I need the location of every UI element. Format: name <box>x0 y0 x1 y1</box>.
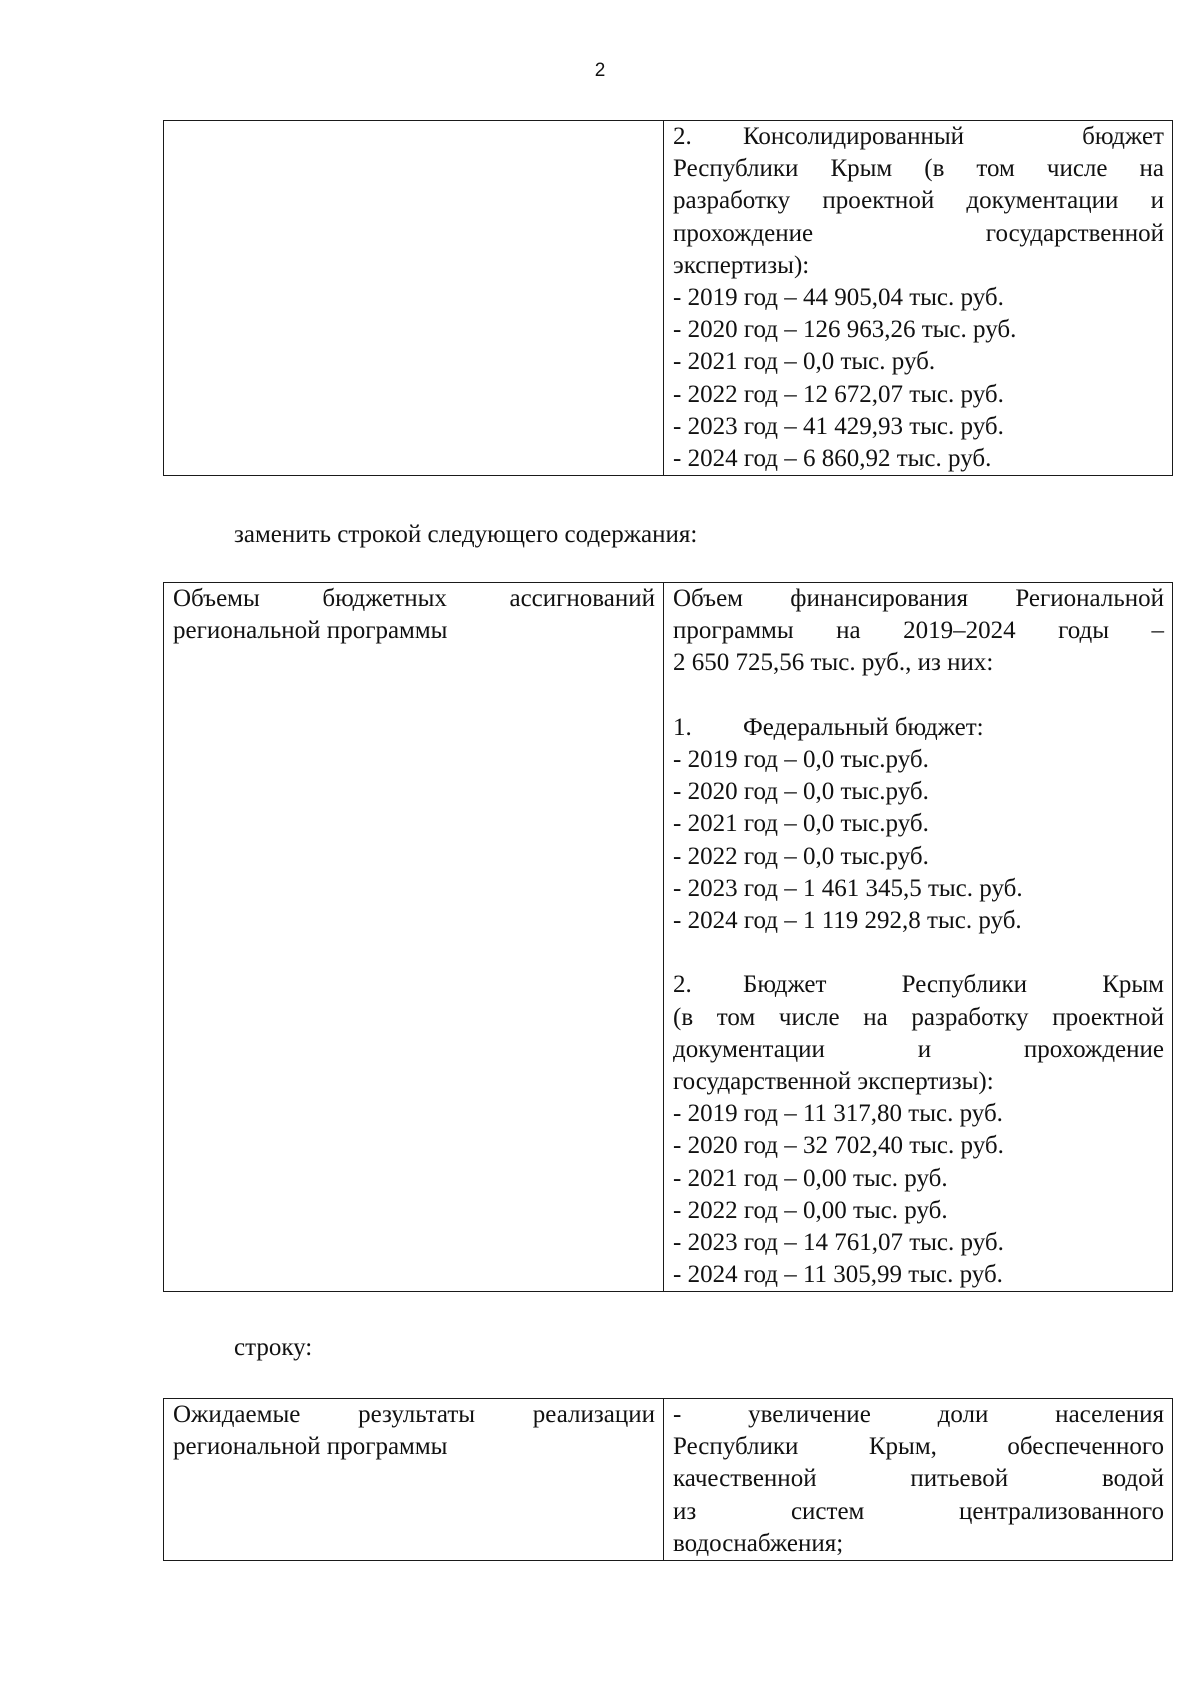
right-cell <box>664 1399 1173 1561</box>
text-line: документации и прохождение <box>673 1035 1164 1063</box>
list-item: - 2019 год – 11 317,80 тыс. руб. <box>673 1100 1003 1128</box>
text-line: Ожидаемые результаты реализации <box>173 1401 655 1428</box>
table-budget-allocations <box>163 582 1173 1292</box>
text-line: 2 650 725,56 тыс. руб., из них: <box>673 649 994 677</box>
section-number: 2. <box>673 971 692 999</box>
table-row <box>164 583 1173 1292</box>
list-item: - 2021 год – 0,0 тыс. руб. <box>673 348 936 376</box>
right-cell <box>664 121 1173 476</box>
table-consolidated-budget <box>163 120 1173 476</box>
list-item: - 2023 год – 41 429,93 тыс. руб. <box>673 412 1004 440</box>
text-line: качественной питьевой водой <box>673 1465 1164 1493</box>
text-line: Республики Крым, обеспеченного <box>673 1433 1164 1461</box>
list-item: - 2021 год – 0,0 тыс.руб. <box>673 810 929 838</box>
text-line: водоснабжения; <box>673 1529 844 1557</box>
section-heading <box>673 712 1164 744</box>
text-line: Республики Крым (в том числе на <box>673 155 1164 183</box>
text-line: программы на 2019–2024 годы – <box>673 617 1164 645</box>
section-number: 1. <box>673 713 692 741</box>
list-item: - 2019 год – 44 905,04 тыс. руб. <box>673 284 1004 312</box>
text-line: прохождение государственной <box>673 219 1164 247</box>
text-line: Объемы бюджетных ассигнований <box>173 585 655 612</box>
list-item: - 2019 год – 0,0 тыс.руб. <box>673 746 929 773</box>
left-cell <box>164 121 664 476</box>
list-item: - 2023 год – 14 761,07 тыс. руб. <box>673 1229 1004 1257</box>
list-item: - 2022 год – 0,0 тыс.руб. <box>673 842 929 870</box>
list-item: - 2024 год – 6 860,92 тыс. руб. <box>673 445 992 473</box>
text-line: региональной программы <box>173 1433 448 1461</box>
list-item: - 2020 год – 0,0 тыс.руб. <box>673 778 929 806</box>
table-expected-results <box>163 1398 1173 1561</box>
left-cell <box>164 583 664 1292</box>
list-item: - 2020 год – 32 702,40 тыс. руб. <box>673 1132 1004 1160</box>
text-line: региональной программы <box>173 617 448 645</box>
list-item: - 2022 год – 12 672,07 тыс. руб. <box>673 380 1004 408</box>
replace-instruction: заменить строкой следующего содержания: <box>234 521 698 548</box>
section-title: Федеральный бюджет: <box>743 713 984 741</box>
list-item: - 2020 год – 126 963,26 тыс. руб. <box>673 316 1017 344</box>
section-title: Консолидированный бюджет <box>743 123 1164 150</box>
list-item: - 2023 год – 1 461 345,5 тыс. руб. <box>673 874 1023 902</box>
section-heading <box>673 969 1164 1001</box>
list-item: - 2024 год – 1 119 292,8 тыс. руб. <box>673 907 1022 935</box>
text-line: экспертизы): <box>673 251 810 279</box>
left-cell <box>164 1399 664 1561</box>
list-item: - 2022 год – 0,00 тыс. руб. <box>673 1196 948 1224</box>
blank-line <box>673 937 1164 969</box>
row-reference: строку: <box>234 1334 313 1361</box>
text-line: государственной экспертизы): <box>673 1068 994 1096</box>
page-number: 2 <box>594 60 606 81</box>
text-line: разработку проектной документации и <box>673 187 1164 215</box>
text-line: (в том числе на разработку проектной <box>673 1003 1164 1031</box>
text-line: Объем финансирования Региональной <box>673 585 1164 612</box>
section-title: Бюджет Республики Крым <box>743 971 1164 999</box>
right-cell <box>664 583 1173 1292</box>
text-line: из систем централизованного <box>673 1497 1164 1525</box>
list-item: - 2021 год – 0,00 тыс. руб. <box>673 1164 948 1192</box>
section-number: 2. <box>673 123 692 150</box>
section-heading <box>673 121 1164 153</box>
list-item: - 2024 год – 11 305,99 тыс. руб. <box>673 1261 1003 1289</box>
table-row <box>164 1399 1173 1561</box>
table-row <box>164 121 1173 476</box>
blank-line <box>673 680 1164 712</box>
text-line: - увеличение доли населения <box>673 1401 1164 1428</box>
